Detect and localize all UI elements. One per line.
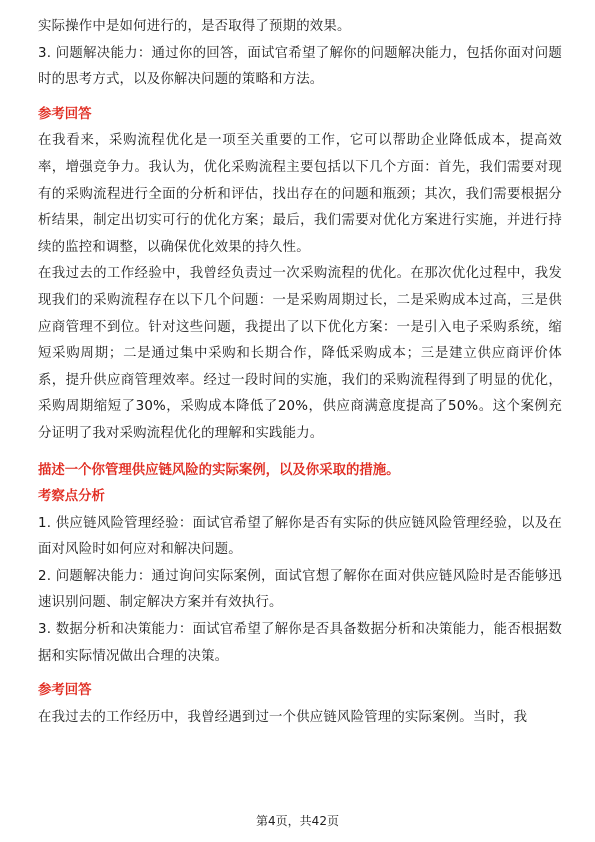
page-number: 第4页，共42页 — [256, 814, 339, 828]
interview-question: 描述一个你管理供应链风险的实际案例，以及你采取的措施。 — [38, 462, 400, 478]
body-paragraph: 在我过去的工作经历中，我曾经遇到过一个供应链风险管理的实际案例。当时，我 — [38, 709, 528, 725]
spacer — [38, 94, 562, 102]
body-paragraph: 在我过去的工作经验中，我曾经负责过一次采购流程的优化。在那次优化过程中，我发现我们的采购流程存在以下几个问题：一是采购周期过长，二是采购成本过高，三是供应商管理不到位。针对这些问题，我提出了以下优化方案：一是引入电子采购系统，缩短采购周期；二是通过集中采购和长期合作，降低采购成本；三是建立供应商评价体系，提升供应商管理效率。经过一段时间的实施，我们的采购流程得到了明显的优化，采购周期缩短了30%，采购成本降低了20%，供应商满意度提高了50%。这个案例充分证明了我对采购流程优化的理解和实践能力。 — [38, 266, 562, 441]
body-paragraph: 实际操作中是如何进行的，是否取得了预期的效果。 — [38, 19, 351, 34]
spacer — [38, 670, 562, 678]
section-heading-analysis: 考察点分析 — [38, 489, 105, 505]
section-heading-reference-answer: 参考回答 — [38, 683, 92, 699]
body-paragraph: 在我看来，采购流程优化是一项至关重要的工作，它可以帮助企业降低成本，提高效率，增强竞争力。我认为，优化采购流程主要包括以下几个方面：首先，我们需要对现有的采购流程进行全面的分析和评估，找出存在的问题和瓶颈；其次，我们需要根据分析结果，制定出切实可行的优化方案；最后，我们需要对优化方案进行实施，并进行持续的监控和调整，以确保优化效果的持久性。 — [38, 133, 562, 255]
list-item: 1. 供应链风险管理经验：面试官希望了解你是否有实际的供应链风险管理经验，以及在面对风险时如何应对和解决问题。 — [38, 515, 562, 558]
list-item: 3. 问题解决能力：通过你的回答，面试官希望了解你的问题解决能力，包括你面对问题时的思考方式，以及你解决问题的策略和方法。 — [38, 45, 562, 88]
document-page — [38, 14, 562, 731]
list-item: 3. 数据分析和决策能力：面试官希望了解你是否具备数据分析和决策能力，能否根据数据和实际情况做出合理的决策。 — [38, 622, 562, 664]
list-item: 2. 问题解决能力：通过询问实际案例，面试官想了解你在面对供应链风险时是否能够迅速识别问题、制定解决方案并有效执行。 — [38, 568, 562, 611]
section-heading-reference-answer: 参考回答 — [38, 106, 92, 122]
spacer — [38, 448, 562, 458]
